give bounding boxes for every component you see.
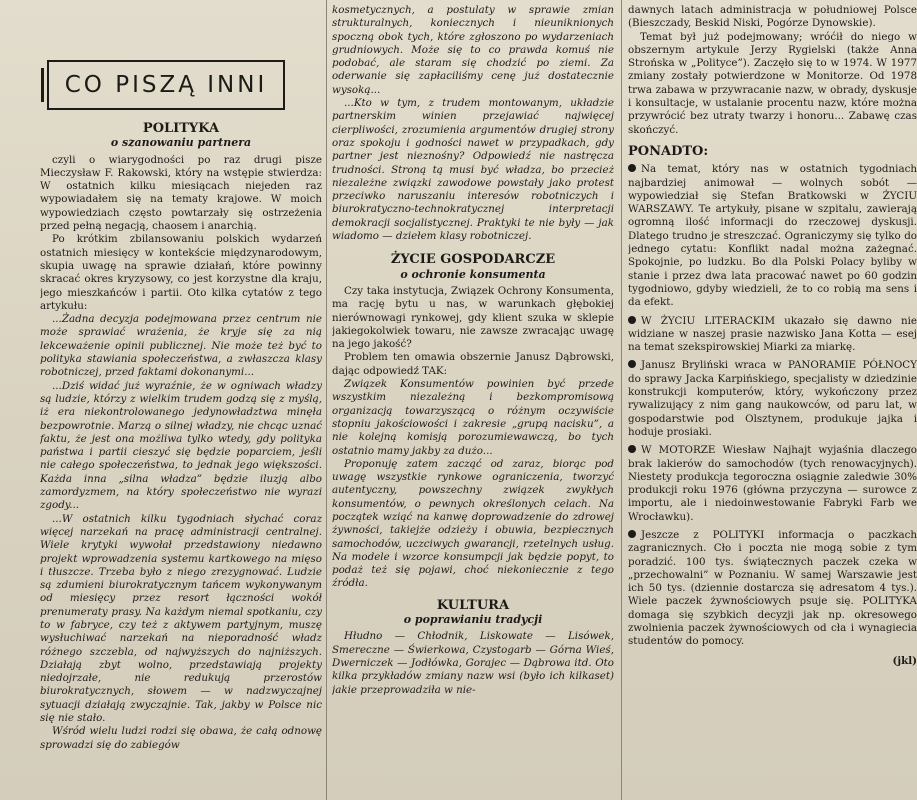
section-subtitle: o szanowaniu partnera [110,136,252,150]
quote: Proponuję zatem zacząć od zaraz, biorąc pod uwagę wszystkie rynkowe ograniczenia, tworzyć autentyczny, powszechny związek zwykłych konsumentów, o pewnych określonych celach. Na początek wziąć na kanwę doprowadzenie do zdrowej żywności, takiejże odzieży i obuwia, bezpiecznych samochodów, uczciwych gwarancji, rzetelnych usług. Na modele i wzorce konsumpcji jak będzie popyt, to podaż też się pojawi, choć niekoniecznie z tego źródła. [332,457,614,590]
column-divider [621,0,622,800]
bullet-icon [628,316,636,324]
column-3 [628,0,917,800]
paragraph: Temat był już podejmowany; wróćił do niego w obszernym artykule Jerzy Rygielski (także Anna Strońska w „Polityce”). Zaczęło się to w 1974. W 1977 zmiany zostały potwierdzone w Monitorze. Od 1978 trwa zabawa w przywracanie nazw, w obrady, dyskusje i konsultacje, w ustalanie procentu nazw, które można przywrócić bez utraty twarzy i honoru... Zabawę czas skończyć. [628,30,917,136]
quote: ...Kto w tym, z trudem montowanym, układzie partnerskim winien przejawiać najwięcej cierpliwości, zrozumienia argumentów drugiej strony oraz spokoju i godności nawet w przypadkach, gdy partner jest nieznośny? Odpowiedź nie nastręcza trudności. Stroną tą musi być władza, bo przecież niezależne związki zawodowe powstały jako protest przeciwko naruszaniu interesów robotniczych i biurokratyczno-technokratycznej interpretacji demokracji socjalistycznej. Praktyki te nie były — jak wiadomo — dziełem klasy robotniczej. [332,97,614,243]
paragraph: Hłudno — Chłodnik, Liskowate — Lisówek, Smereczne — Świerkowa, Czystogarb — Górna Wieś, Dwerniczek — Jodłówka, Gorajec — Dąbrowa itd. Oto kilka przykładów zmiany nazw wsi (było ich kilkaset) jakie przeprowadziła w nie- [332,630,614,696]
section-title-polityka: POLITYKA [142,121,220,136]
quote-continued: kosmetycznych, a postulaty w sprawie zmian strukturalnych, koniecznych i nieuniknionych spoczną obok tych, które zgłoszono po wydarzeniach grudniowych. Może się to co prawda komuś nie podobać, ale staram się chodzić po ziemi. Za oderwanie się zapłaciliśmy cenę już dostatecznie wysoką... [332,4,614,96]
list-item: W MOTORZE Wiesław Najhajt wyjaśnia dlaczego brak lakierów do samochodów (tych renowacyjnych). Niestety produkcja tegoroczna osiągnie zaledwie 30% produkcji roku 1976 (główna przyczyna — surowce z importu, ale i niedoinwestowanie Fabryki Farb we Wrocławku). [628,444,917,523]
list-item: Jeszcze z POLITYKI informacja o paczkach zagranicznych. Cło i poczta nie mogą sobie z tym poradzić. 100 tys. świątecznych paczek czeka w „przechowalni” w Poznaniu. W samej Warszawie jest ich 50 tys. (dziennie dostarcza się adresatom 4 tys.). Wiele paczek żywnościowych psuje się. POLITYKA domaga się szybkich decyzji jak np. okresowego zwolnienia paczek żywnościowych od cła i wynagiecia studentów do pomocy. [628,528,917,648]
paragraph: Po krótkim zbilansowaniu polskich wydarzeń ostatnich miesięcy w kontekście międzynarodowym, skupia uwagę na sprawie działań, które powinny skracać okres kryzysowy, co jest korzystne dla kraju, jego mieszkańców i partii. Oto kilka cytatów z tego artykułu: [40,233,322,312]
paragraph-continued: dawnych latach administracja w południowej Polsce (Bieszczady, Beskid Niski, Pogórze Dynowskie). [628,4,917,30]
quote: ...Dziś widać już wyraźnie, że w ogniwach władzy są ludzie, którzy z wielkim trudem godzą się z myślą, iż era niekontrolowanego jedynowładztwa minęła bezpowrotnie. Marzą o silnej władzy, nie chcąc uznać faktu, że jest ona możliwa tylko wtedy, gdy polityka państwa i partii cieszyć się będzie poparciem, jeśli nie całego społeczeństwa, to jednak jego większości. Każda inna „silna władza” będzie iluzją albo zamordyzmem, na który społeczeństwo nie wyrazi zgody... [40,379,322,512]
section-subtitle: o ochronie konsumenta [400,267,546,281]
paragraph: czyli o wiarygodności po raz drugi pisze Mieczysław F. Rakowski, który na wstępie stwierdza: W ostatnich kilku miesiącach niejeden raz wypowiadałem się na tematy krajowe. W moich wypowiedziach często powtarzały się ostrzeżenia przed pełną negacją, chaosem i anarchią. [40,153,322,233]
column-2 [332,0,614,800]
quote: Wśród wielu ludzi rodzi się obawa, że całą odnowę sprowadzi się do zabiegów [40,725,322,751]
column-1 [40,0,322,800]
masthead-title: CO PISZĄ INNI [64,72,268,98]
list-item: W ŻYCIU LITERACKIM ukazało się dawno nie widziane w naszej prasie nazwisko Jana Kotta — esej na temat szekspirowskiej Miarki za miarkę. [628,314,917,354]
bullet-icon [628,530,636,538]
paragraph: Czy taka instytucja, Związek Ochrony Konsumenta, ma rację bytu u nas, w warunkach głębokiej nierównowagi rynkowej, gdy klient szuka w sklepie jakiegokolwiek towaru, nie zawsze zwracając uwagę na jego jakość? [332,284,614,351]
ponadto-list [628,163,917,648]
bullet-icon [628,360,636,368]
section-title-kultura: KULTURA [436,597,510,613]
list-item: Na temat, który nas w ostatnich tygodniach najbardziej animował — wolnych sobót — wypowiedział się Stefan Bratkowski w ŻYCIU WARSZAWY. Te artykuły, pisane w szpitalu, zawierają ogromną ilość informacji do rzeczowej dyskusji. Dlatego trudno je streszczać. Ograniczymy się tylko do jednego cytatu: Konflikt nadal można zażegnać. Spokojnie, po ludzku. Bo dla Polski Polacy byliby w stanie i przez dwa lata pracować nawet po 60 godzin tygodniowo, gdyby wiedzieli, że to co robią ma sens i da efekt. [628,163,917,309]
column-divider [326,0,327,800]
quote: Związek Konsumentów powinien być przede wszystkim niezależną i bezkompromisową organizacją towarzyszącą o różnym oczywiście stopniu jakościowości i zakresie „grupą nacisku”, a nie kolejną komisją porozumiewawczą, bo tych ostatnio mamy jakby za dużo... [332,378,614,457]
section-subtitle: o poprawianiu tradycji [403,613,543,627]
ponadto-heading: PONADTO: [628,143,709,159]
bullet-icon [628,164,636,172]
paragraph: Problem ten omawia obszernie Janusz Dąbrowski, dając odpowiedź TAK: [332,351,614,377]
quote: ...Żadna decyzja podejmowana przez centrum nie może sprawiać wrażenia, że kryje się za nią lekceważenie opinii publicznej. Nie może też być to polityka stawiania społeczeństwa, a zwłaszcza klasy robotniczej, przed faktami dokonanymi... [40,313,322,379]
section-title-zycie-gospodarcze: ŻYCIE GOSPODARCZE [390,252,556,268]
quote: ...W ostatnich kilku tygodniach słychać coraz więcej narzekań na pracę administracji centralnej. Wiele krytyki wywołał przedstawiony niedawno projekt wprowadzenia systemu kartkowego na mięso i tłuszcze. Trzeba było z niego zrezygnować. Ludzie są zdumieni biurokratycznym tańcem wykonywanym od miesięcy przez resort łączności wokół prenumeraty prasy. Na każdym niemal spotkaniu, czy to w fabryce, czy też z aktywem partyjnym, muszę wysłuchiwać narzekań na nieporadność władz różnego szczebla, od najwyższych do najniższych. Działają zbyt wolno, przedstawiają projekty niedojrzałe, nie redukują przerostów biurokratycznych, słowem — w nadzwyczajnej sytuacji działają zwyczajnie. Tak, jakby w Polsce nic się nie stało. [40,512,322,725]
author-signature: (jkl) [892,654,917,667]
list-item: Janusz Bryliński wraca w PANORAMIE PÓŁNOCY do sprawy Jacka Karpińskiego, specjalisty w dziedzinie konstrukcji komputerów, który, wykończony przez rywalizujący z nim gang naukowców, od paru lat, w gospodarstwie pod Olsztynem, produkuje jajka i hoduje prosiaki. [628,359,917,438]
bullet-icon [628,445,636,453]
